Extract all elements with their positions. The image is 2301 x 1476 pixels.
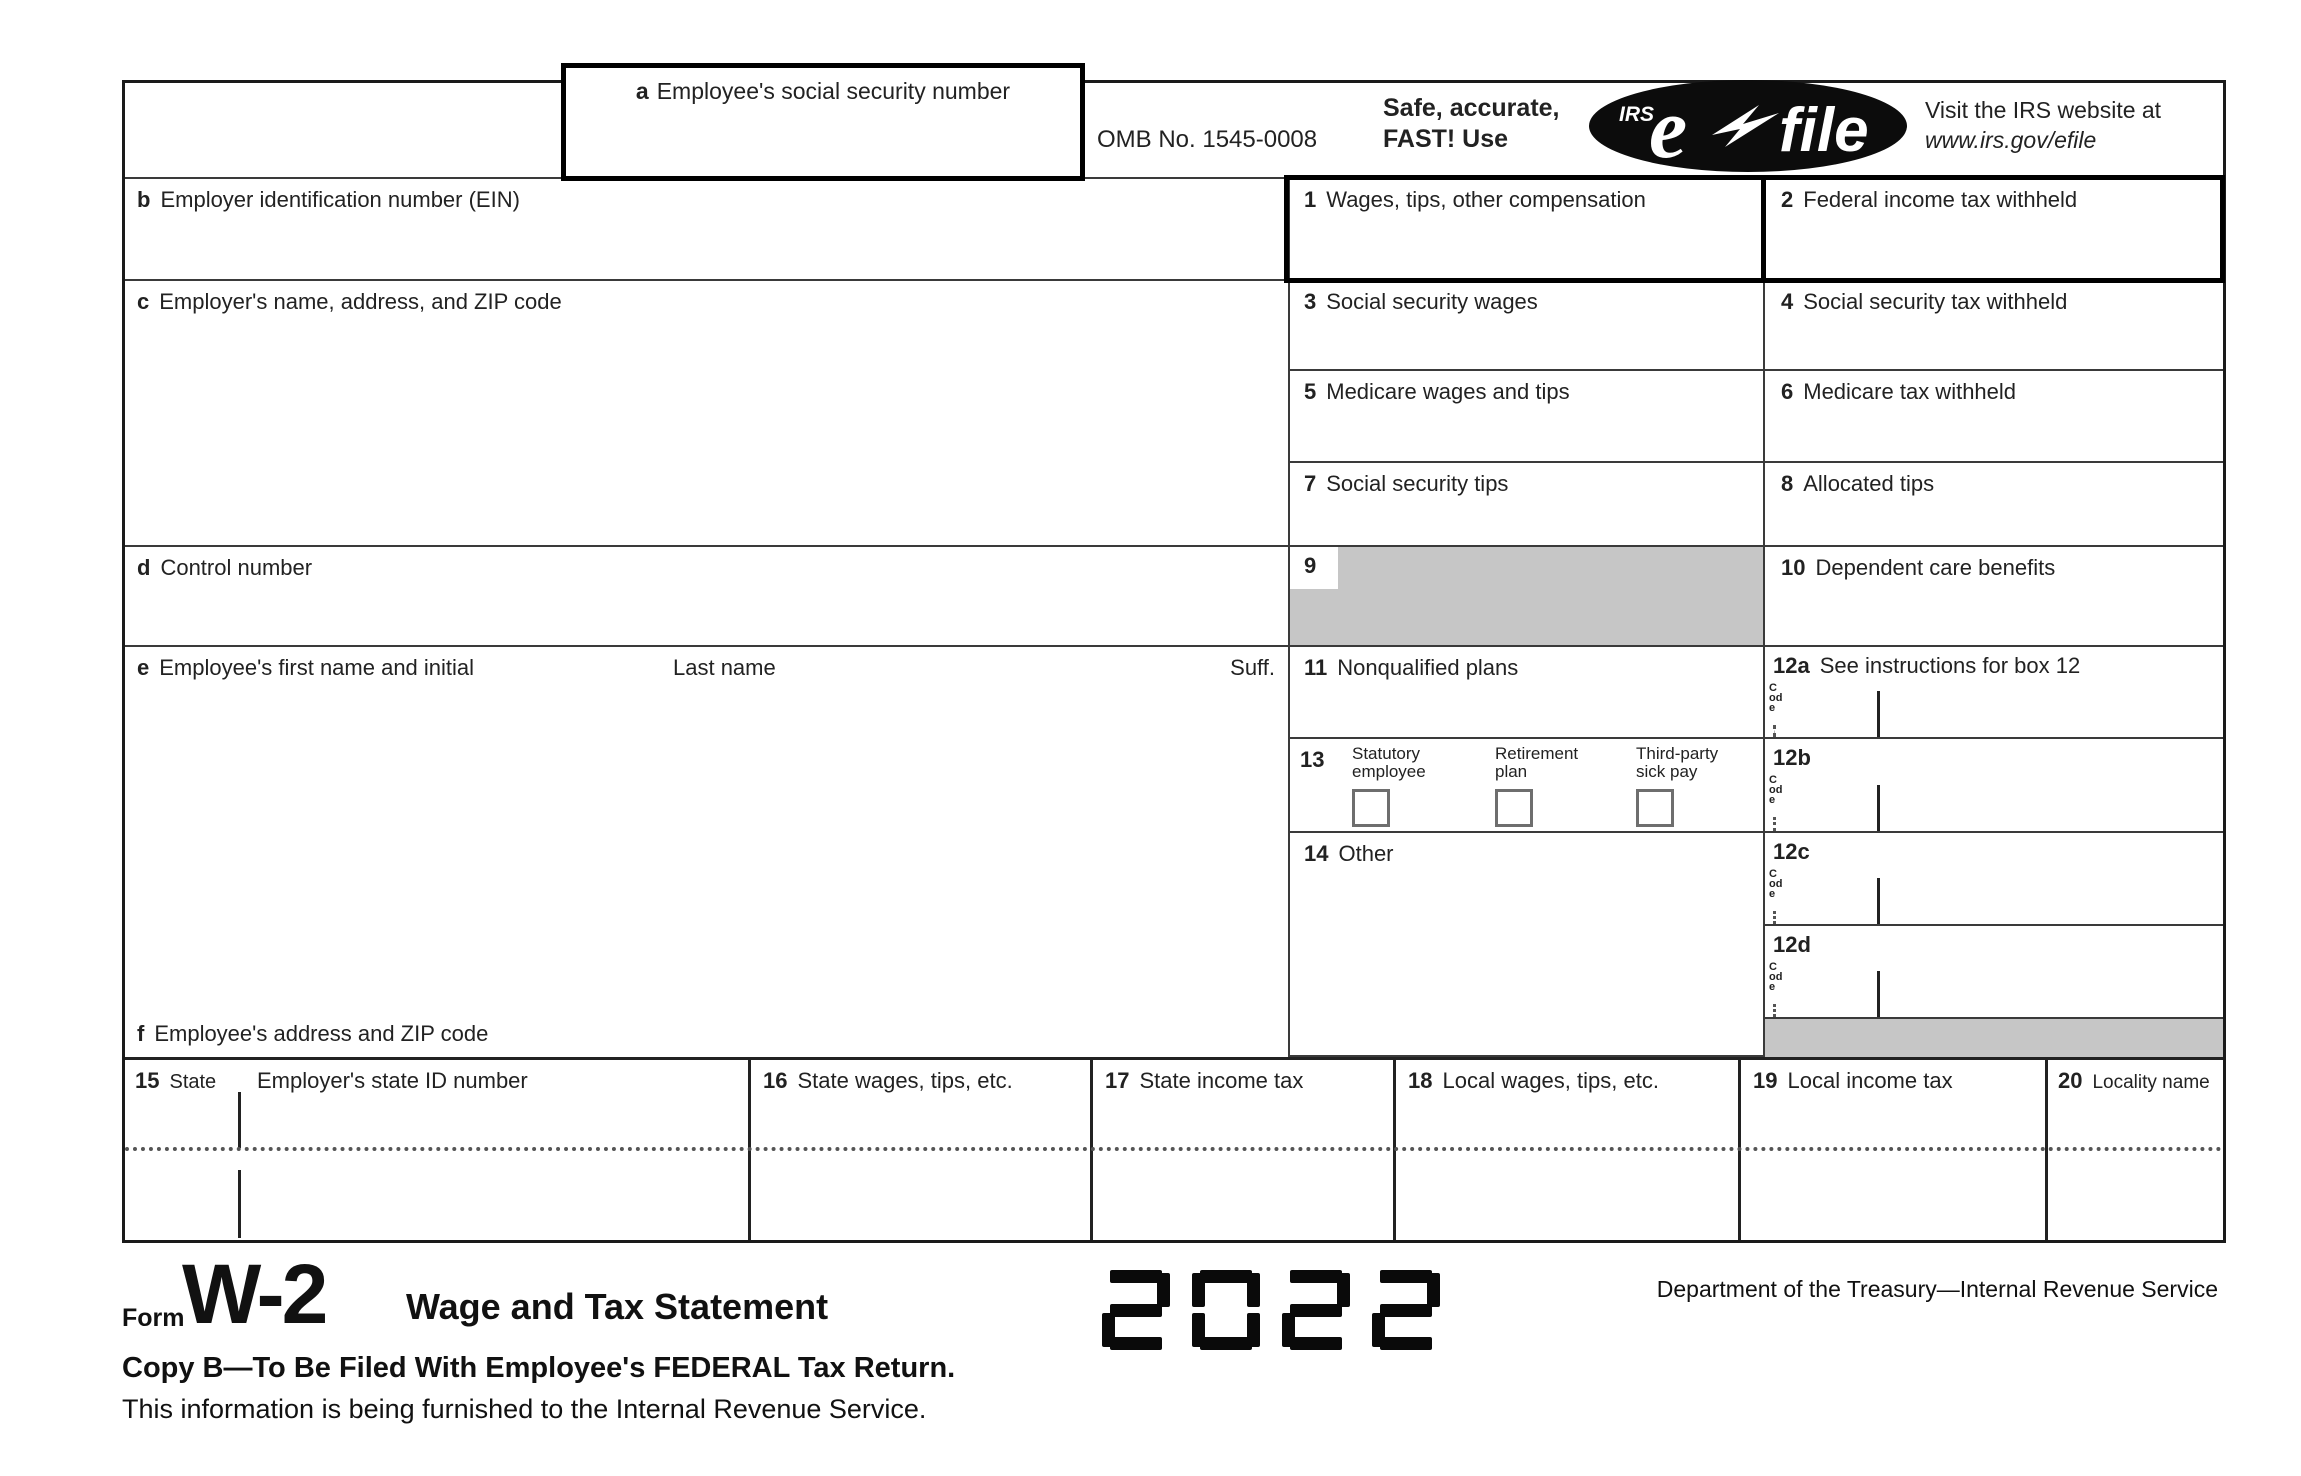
box-16-label: State wages, tips, etc. bbox=[797, 1068, 1013, 1093]
box-e-f-employee-name-address-field[interactable] bbox=[125, 647, 1288, 1057]
box-16-number: 16 bbox=[763, 1068, 788, 1093]
state-row-dashed-line bbox=[125, 1147, 2223, 1151]
box-a-label-text: Employee's social security number bbox=[656, 78, 1011, 104]
efile-tagline-line2: FAST! Use bbox=[1383, 125, 1509, 153]
box-5-label: Medicare wages and tips bbox=[1326, 379, 1570, 404]
box-9-number-chip bbox=[1290, 547, 1338, 589]
digit-segment bbox=[1192, 1313, 1205, 1347]
efile-tagline bbox=[1383, 93, 1593, 155]
efile-tagline-line1: Safe, accurate, bbox=[1383, 94, 1560, 122]
digit-segment bbox=[1110, 1337, 1162, 1350]
box-12b-code-dotted-line bbox=[1773, 817, 1776, 831]
box-12a-code-label: Code bbox=[1769, 682, 1783, 714]
header-strip bbox=[125, 80, 2223, 179]
digit-segment bbox=[1200, 1270, 1252, 1283]
furnishing-notice-line: This information is being furnished to the Internal Revenue Service. bbox=[122, 1394, 927, 1424]
box-b-ein-field[interactable] bbox=[125, 179, 1288, 281]
box-3-number: 3 bbox=[1304, 289, 1317, 314]
box-1-wages-field[interactable] bbox=[1288, 179, 1763, 281]
digit-segment bbox=[1337, 1273, 1350, 1307]
box-8-label: Allocated tips bbox=[1803, 471, 1935, 496]
box-12a-code-dotted-line bbox=[1773, 725, 1776, 737]
digit-segment bbox=[1290, 1270, 1342, 1283]
box-d-label: Control number bbox=[160, 555, 313, 580]
box-a-letter: a bbox=[635, 78, 649, 104]
box-12c-field[interactable] bbox=[1763, 833, 2223, 926]
box-6-label: Medicare tax withheld bbox=[1803, 379, 2017, 404]
box-17-label: State income tax bbox=[1139, 1068, 1304, 1093]
box-7-label: Social security tips bbox=[1326, 471, 1509, 496]
digit-segment bbox=[1380, 1270, 1432, 1283]
box-12c-number: 12c bbox=[1773, 839, 1810, 864]
box-3-label: Social security wages bbox=[1326, 289, 1538, 314]
digit-segment bbox=[1380, 1304, 1432, 1317]
form-title: Wage and Tax Statement bbox=[406, 1286, 829, 1327]
form-number-title: W-2 bbox=[182, 1247, 326, 1341]
box-a-ssn-field[interactable] bbox=[561, 63, 1085, 181]
box-14-other-field[interactable] bbox=[1288, 833, 1763, 1057]
box-8-number: 8 bbox=[1781, 471, 1794, 496]
box-2-federal-tax-field[interactable] bbox=[1763, 179, 2223, 281]
digit-segment bbox=[1192, 1273, 1205, 1307]
box-e-label: Employee's first name and initial bbox=[159, 655, 475, 680]
box-18-number: 18 bbox=[1408, 1068, 1433, 1093]
digit-segment bbox=[1380, 1337, 1432, 1350]
form-year-digit bbox=[1102, 1270, 1170, 1350]
box-f-label: Employee's address and ZIP code bbox=[154, 1021, 489, 1046]
box-11-nonqualified-plans-field[interactable] bbox=[1288, 647, 1763, 739]
digit-segment bbox=[1290, 1337, 1342, 1350]
box-20-label: Locality name bbox=[2092, 1072, 2210, 1093]
box-8-allocated-tips-field[interactable] bbox=[1763, 463, 2223, 547]
box-2-number: 2 bbox=[1781, 187, 1794, 212]
box-4-number: 4 bbox=[1781, 289, 1794, 314]
box-12a-amount-divider bbox=[1877, 691, 1880, 737]
visit-irs-line1: Visit the IRS website at bbox=[1925, 97, 2162, 123]
box-10-label: Dependent care benefits bbox=[1815, 555, 2056, 580]
box-20-number: 20 bbox=[2058, 1068, 2083, 1093]
last-name-label: Last name bbox=[673, 655, 776, 680]
form-word-label: Form bbox=[122, 1304, 185, 1332]
box-19-label: Local income tax bbox=[1787, 1068, 1953, 1093]
box-11-label: Nonqualified plans bbox=[1337, 655, 1519, 680]
suffix-label: Suff. bbox=[1230, 655, 1275, 680]
box-f-letter: f bbox=[137, 1021, 145, 1046]
box-12d-field[interactable] bbox=[1763, 926, 2223, 1019]
box-9-shaded-field bbox=[1288, 547, 1763, 647]
state-column-divider-upper bbox=[238, 1092, 241, 1148]
box-12b-code-label: Code bbox=[1769, 774, 1783, 806]
box-14-number: 14 bbox=[1304, 841, 1329, 866]
box-b-label: Employer identification number (EIN) bbox=[160, 187, 520, 212]
box-c-employer-name-address-field[interactable] bbox=[125, 281, 1288, 547]
box-3-ss-wages-field[interactable] bbox=[1288, 281, 1763, 371]
retirement-plan-checkbox[interactable] bbox=[1495, 789, 1533, 827]
box-9-number: 9 bbox=[1304, 553, 1317, 578]
w2-form-table bbox=[122, 80, 2226, 1243]
box-12c-code-dotted-line bbox=[1773, 911, 1776, 924]
box-7-number: 7 bbox=[1304, 471, 1317, 496]
digit-segment bbox=[1247, 1273, 1260, 1307]
third-party-sick-pay-checkbox[interactable] bbox=[1636, 789, 1674, 827]
box-11-number: 11 bbox=[1304, 655, 1328, 680]
box-12c-amount-divider bbox=[1877, 878, 1880, 924]
box-19-number: 19 bbox=[1753, 1068, 1778, 1093]
box-4-ss-tax-field[interactable] bbox=[1763, 281, 2223, 371]
visit-irs-url[interactable]: www.irs.gov/efile bbox=[1925, 127, 2097, 153]
box-6-number: 6 bbox=[1781, 379, 1794, 404]
box-a-label bbox=[566, 68, 1080, 105]
box-12d-code-dotted-line bbox=[1773, 1004, 1776, 1017]
box-e-letter: e bbox=[137, 655, 150, 680]
box-c-letter: c bbox=[137, 289, 150, 314]
box-12a-number: 12a bbox=[1773, 653, 1810, 678]
box-13-checkboxes-field bbox=[1288, 739, 1763, 833]
box-2-label: Federal income tax withheld bbox=[1803, 187, 2078, 212]
box-15-state-label: State bbox=[169, 1071, 217, 1093]
box-12d-amount-divider bbox=[1877, 971, 1880, 1017]
digit-segment bbox=[1200, 1337, 1252, 1350]
copy-b-line: Copy B—To Be Filed With Employee's FEDERAL Tax Return. bbox=[122, 1352, 956, 1384]
efile-logo-file-text: file bbox=[1779, 96, 1869, 165]
box-12b-field[interactable] bbox=[1763, 739, 2223, 833]
box-6-medicare-tax-field[interactable] bbox=[1763, 371, 2223, 463]
box-12b-amount-divider bbox=[1877, 785, 1880, 831]
digit-segment bbox=[1290, 1304, 1342, 1317]
efile-logo[interactable] bbox=[1587, 77, 1909, 175]
efile-logo-e-text: e bbox=[1649, 80, 1688, 175]
box-d-control-number-field[interactable] bbox=[125, 547, 1288, 647]
form-year bbox=[1102, 1270, 1462, 1355]
third-party-sick-pay-label: Third-party sick pay bbox=[1636, 744, 1719, 781]
box-13-number: 13 bbox=[1300, 747, 1325, 772]
box-5-number: 5 bbox=[1304, 379, 1317, 404]
digit-segment bbox=[1110, 1270, 1162, 1283]
box-12a-field[interactable] bbox=[1763, 647, 2223, 739]
box-1-number: 1 bbox=[1304, 187, 1317, 212]
box-b-letter: b bbox=[137, 187, 151, 212]
omb-number: OMB No. 1545-0008 bbox=[1097, 126, 1318, 153]
treasury-agency-line: Department of the Treasury—Internal Revenue Service bbox=[1656, 1276, 2218, 1302]
box-4-label: Social security tax withheld bbox=[1803, 289, 2068, 314]
box-c-label: Employer's name, address, and ZIP code bbox=[159, 289, 562, 314]
box-5-medicare-wages-field[interactable] bbox=[1288, 371, 1763, 463]
state-column-divider-lower bbox=[238, 1170, 241, 1238]
box-17-number: 17 bbox=[1105, 1068, 1130, 1093]
box-15-number: 15 bbox=[135, 1068, 160, 1093]
box-d-letter: d bbox=[137, 555, 151, 580]
box-14-label: Other bbox=[1338, 841, 1394, 866]
retirement-plan-label: Retirement plan bbox=[1495, 744, 1579, 781]
efile-logo-irs-text: IRS bbox=[1619, 103, 1655, 126]
statutory-employee-checkbox[interactable] bbox=[1352, 789, 1390, 827]
box-10-dependent-care-field[interactable] bbox=[1763, 547, 2223, 647]
box-7-ss-tips-field[interactable] bbox=[1288, 463, 1763, 547]
box-12d-code-label: Code bbox=[1769, 961, 1783, 993]
box-12c-code-label: Code bbox=[1769, 868, 1783, 900]
box-12-shaded-bar bbox=[1763, 1019, 2223, 1057]
form-year-digit bbox=[1192, 1270, 1260, 1350]
box-18-label: Local wages, tips, etc. bbox=[1442, 1068, 1659, 1093]
visit-irs-text bbox=[1925, 95, 2225, 155]
statutory-employee-label: Statutory employee bbox=[1352, 744, 1426, 781]
box-15-label: Employer's state ID number bbox=[257, 1068, 528, 1093]
box-10-number: 10 bbox=[1781, 555, 1806, 580]
digit-segment bbox=[1110, 1304, 1162, 1317]
box-12d-number: 12d bbox=[1773, 932, 1811, 957]
box-1-label: Wages, tips, other compensation bbox=[1326, 187, 1646, 212]
box-12a-label: See instructions for box 12 bbox=[1819, 653, 2081, 678]
digit-segment bbox=[1157, 1273, 1170, 1307]
form-year-digit bbox=[1282, 1270, 1350, 1350]
box-12b-number: 12b bbox=[1773, 745, 1811, 770]
